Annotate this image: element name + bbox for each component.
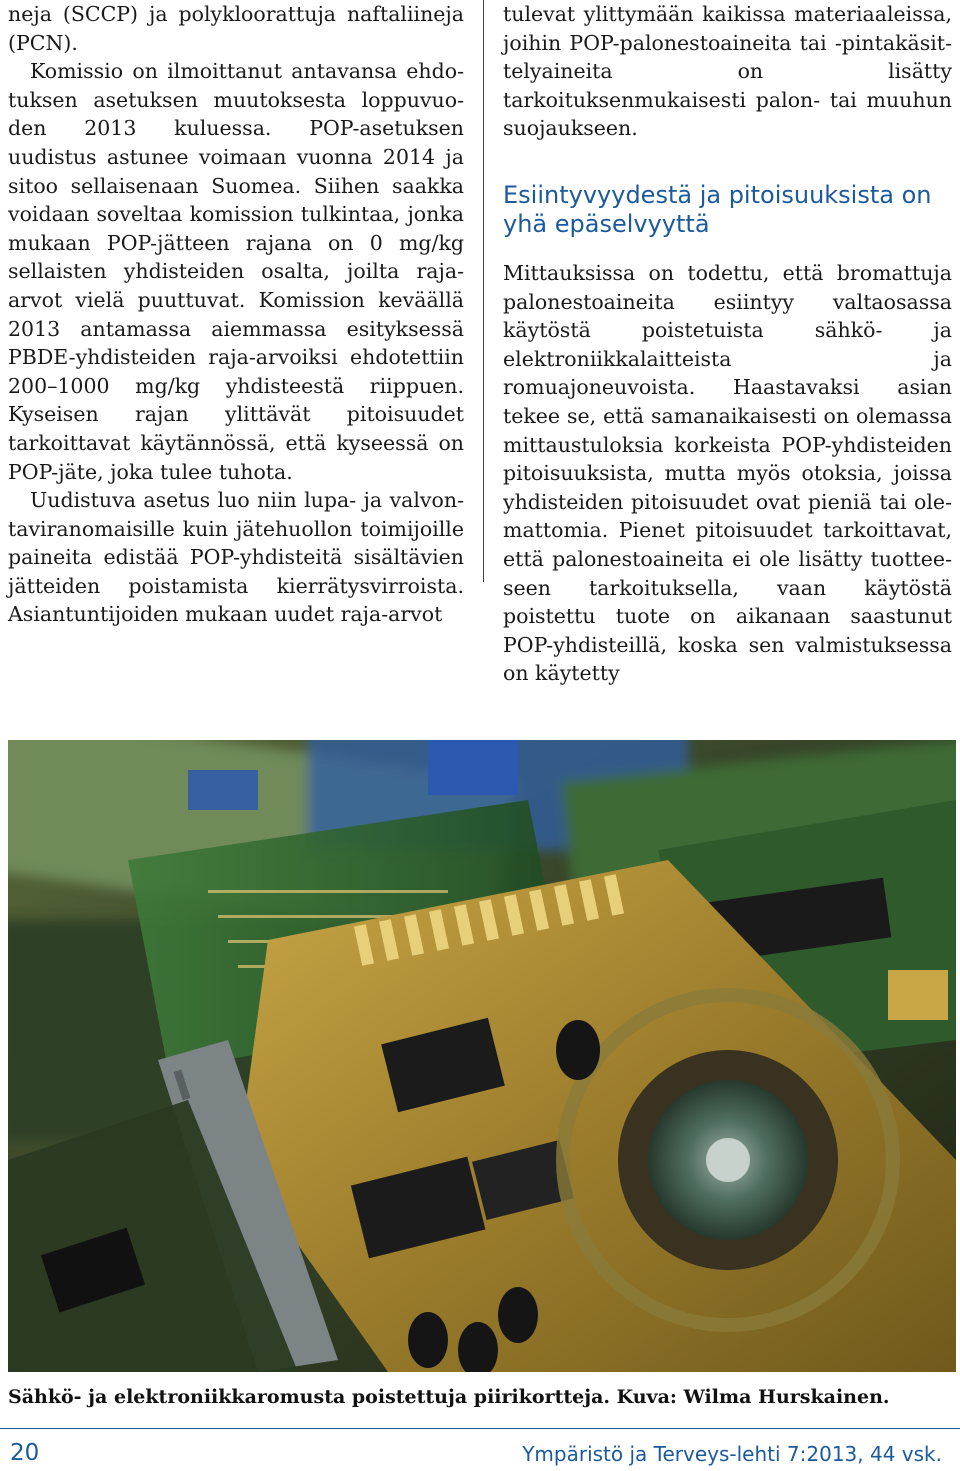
column-divider — [483, 0, 484, 582]
page-number: 20 — [10, 1440, 40, 1466]
body-paragraph: neja (SCCP) ja polykloorattuja naftaliineja (PCN). — [8, 2, 464, 55]
section-heading: Esiintyvyydestä ja pitoisuuksista on yhä epäselvyyttä — [503, 180, 932, 238]
right-column — [503, 0, 952, 688]
left-column — [8, 0, 464, 629]
journal-name: Ympäristö ja Terveys-lehti 7:2013, 44 vsk. — [522, 1442, 942, 1466]
body-paragraph: Komissio on ilmoittanut antavansa ehdotuksen asetuksen muutoksesta loppuvuoden 2013 kuluessa. POP-asetuksen uudistus astunee voimaan vuonna 2014 ja sitoo sellaisenaan Suomea. Siihen saakka voidaan soveltaa komission tulkintaa, jonka mukaan POP-jätteen rajana on 0 mg/kg sellaisten yhdisteiden osalta, joilta raja-arvot vielä puuttuvat. Komission keväällä 2013 antamassa aiemmassa esityksessä PBDE-yhdisteiden raja-arvoiksi ehdotettiin 200–1000 mg/kg yhdisteestä riippuen. Kyseisen rajan ylittävät pitoisuudet tarkoittavat käytännössä, että kyseessä on POP-jäte, joka tulee tuhota. — [8, 59, 464, 484]
body-paragraph: Uudistuva asetus luo niin lupa- ja valvontaviranomaisille kuin jätehuollon toimijoille paineita edistää POP-yhdisteitä sisältävien jätteiden poistamista kierrätysvirroista. Asiantuntijoiden mukaan uudet raja-arvot — [8, 488, 464, 627]
circuit-boards-illustration — [8, 740, 956, 1372]
photo-caption: Sähkö- ja elektroniikkaromusta poistettuja piirikortteja. Kuva: Wilma Hurskainen. — [8, 1386, 890, 1408]
circuit-boards-photo — [8, 740, 956, 1372]
footer-rule — [0, 1428, 960, 1429]
body-paragraph: Mittauksissa on todettu, että bromattuja palonestoaineita esiintyy valtaosassa käytöstä poistetuista sähkö- ja elektroniikkalaitteista ja romuajoneuvoista. Haastavaksi asian tekee se, että samanaikaisesti on olemassa mittaustuloksia korkeista POP-yhdisteiden pitoisuuksista, mutta myös otoksia, joissa yhdisteiden pitoisuudet ovat pieniä tai olemattomia. Pienet pitoisuudet tarkoittavat, että palonestoaineita ei ole lisätty tuotteeseen tarkoituksella, vaan käytöstä poistettu tuote on aikanaan saastunut POP-yhdisteillä, koska sen valmistuksessa on käytetty — [503, 260, 952, 686]
body-paragraph: tulevat ylittymään kaikissa materiaaleissa, joihin POP-palonestoaineita tai -pintakäsittelyaineita on lisätty tarkoituksenmukaisesti palon- tai muuhun suojaukseen. — [503, 2, 952, 141]
